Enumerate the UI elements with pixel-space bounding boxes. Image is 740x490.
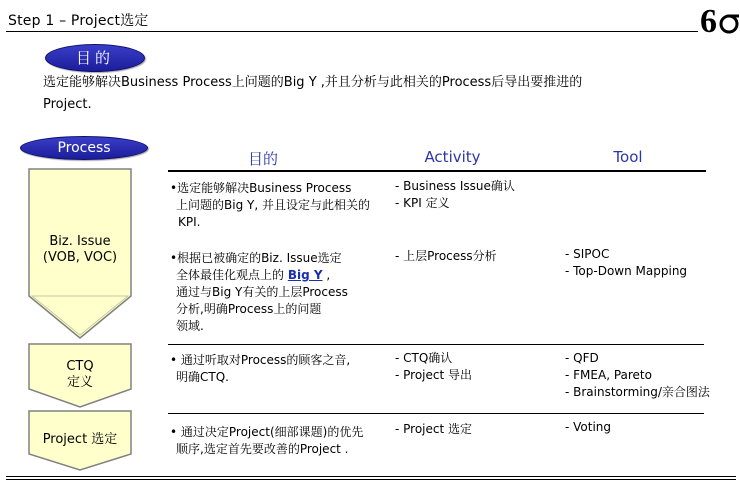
tool-item: - QFD — [565, 351, 599, 365]
goal-text-line2: Project. — [43, 97, 92, 112]
stage-label-line2: (VOB, VOC) — [42, 250, 118, 265]
tool-item: - Brainstorming/亲合图法 — [565, 385, 710, 399]
row-project-activity — [395, 421, 565, 438]
stage-label-line1: CTQ — [66, 359, 94, 374]
six-sigma-logo — [700, 2, 740, 36]
activity-item: - Business Issue确认 — [395, 179, 515, 193]
goal-line: • 通过听取对Process的顾客之音, — [170, 353, 351, 367]
svg-text:6: 6 — [700, 3, 717, 36]
row-biz2-goal — [170, 250, 390, 335]
big-y-link[interactable]: Big Y — [287, 268, 323, 282]
stage-label-line1: Biz. Issue — [49, 234, 111, 249]
goal-text-line1: 选定能够解决Business Process上问题的Big Y ,并且分析与此相关的Process后导出要推进的 — [43, 75, 583, 90]
row-project-goal — [170, 424, 395, 458]
activity-item: - 上层Process分析 — [395, 249, 497, 263]
goal-line: 上问题的Big Y, 并且设定与此相关的 — [176, 198, 370, 212]
activity-item: - Project 导出 — [395, 368, 473, 382]
tool-item: - Top-Down Mapping — [565, 264, 688, 278]
stage-ctq — [28, 343, 132, 409]
footer-divider — [6, 479, 736, 480]
goal-line: 明确CTQ. — [176, 370, 229, 384]
goal-description — [43, 72, 683, 116]
goal-text: 全体最佳化观点上的 — [176, 268, 288, 282]
title-divider — [6, 31, 698, 32]
goal-line — [170, 267, 390, 284]
column-header-tool: Tool — [613, 148, 643, 166]
row-biz2-tool — [565, 246, 715, 280]
stage-biz-issue — [28, 168, 132, 340]
row-project-tool — [565, 419, 715, 436]
goal-line: 通过与Big Y有关的上层Process — [176, 285, 348, 299]
column-header-activity: Activity — [424, 148, 481, 166]
stage-project — [28, 410, 132, 472]
row-biz1-goal — [170, 180, 390, 231]
tool-item: - Voting — [565, 420, 612, 434]
stage-label-line1: Project 选定 — [42, 432, 118, 447]
row-biz2-activity — [395, 248, 565, 265]
tool-item: - FMEA, Pareto — [565, 368, 652, 382]
row-ctq-activity — [395, 350, 565, 384]
row-biz1-activity — [395, 178, 565, 212]
row-divider — [168, 413, 704, 414]
stage-label-line2: 定义 — [66, 375, 93, 390]
goal-line: 顺序,选定首先要改善的Project . — [176, 442, 349, 456]
page-title: Step 1 – Project选定 — [8, 13, 149, 29]
row-ctq-goal — [170, 352, 390, 386]
process-pill: Process — [20, 136, 148, 160]
activity-item: - CTQ确认 — [395, 351, 453, 365]
activity-item: - Project 选定 — [395, 422, 473, 436]
goal-text: , — [322, 268, 331, 282]
goal-line: • 通过决定Project(细部课题)的优先 — [170, 425, 364, 439]
header-divider — [168, 170, 706, 172]
goal-pill: 目的 — [45, 44, 145, 72]
row-divider — [168, 344, 704, 345]
column-header-goal: 目的 — [247, 150, 278, 168]
goal-line: 分析,明确Process上的问题 — [176, 302, 322, 316]
goal-line: 领域. — [176, 319, 204, 333]
goal-line: •选定能够解决Business Process — [170, 181, 352, 195]
goal-line: KPI. — [178, 215, 201, 229]
activity-item: - KPI 定义 — [395, 196, 450, 210]
goal-line: •根据已被确定的Biz. Issue选定 — [170, 251, 342, 265]
tool-item: - SIPOC — [565, 247, 610, 261]
row-ctq-tool — [565, 350, 725, 401]
footer-divider — [6, 476, 736, 477]
